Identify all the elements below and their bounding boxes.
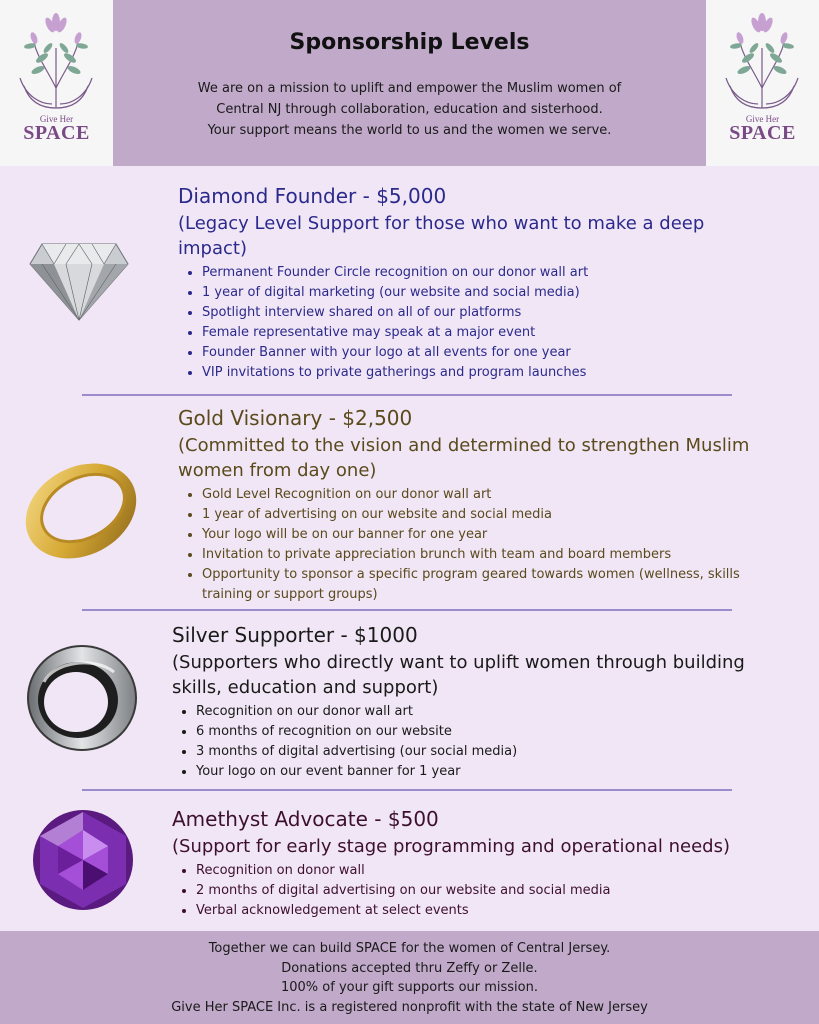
logo-small-text: Give Her — [745, 114, 780, 124]
amethyst-gem-icon — [30, 808, 136, 912]
tier-text — [178, 405, 778, 605]
mission-line: Central NJ through collaboration, education and sisterhood. — [216, 102, 603, 117]
silver-ring-icon — [24, 642, 140, 754]
benefit-item: • 3 months of digital advertising (our social media) — [196, 742, 792, 762]
logo-small-text: Give Her — [39, 114, 74, 124]
benefit-item: • 2 months of digital advertising on our website and social media — [196, 881, 792, 901]
benefit-item: • Spotlight interview shared on all of our platforms — [202, 303, 778, 323]
footer-line: Together we can build SPACE for the women of Central Jersey. — [208, 941, 611, 956]
logo-right — [706, 0, 819, 166]
diamond-icon — [28, 236, 130, 322]
tier-text — [172, 806, 792, 921]
benefit-item: • 1 year of advertising on our website and social media — [202, 505, 778, 525]
tier-name: Diamond Founder - $5,000 — [178, 184, 447, 208]
mission-line: Your support means the world to us and the women we serve. — [207, 123, 612, 138]
lotus-hands-icon — [16, 8, 96, 116]
lotus-hands-icon — [722, 8, 802, 116]
tier-subtitle: (Legacy Level Support for those who want to make a deep impact) — [178, 213, 705, 259]
benefit-list — [178, 485, 778, 605]
benefit-item: • 1 year of digital marketing (our website and social media) — [202, 283, 778, 303]
benefit-item: • Gold Level Recognition on our donor wall art — [202, 485, 778, 505]
mission-statement — [113, 78, 706, 141]
benefit-item: • VIP invitations to private gatherings and program launches — [202, 363, 778, 383]
tier-subtitle: (Support for early stage programming and operational needs) — [172, 836, 731, 857]
gold-ring-icon — [16, 456, 146, 566]
benefit-list — [178, 263, 778, 383]
tier-name: Silver Supporter - $1000 — [172, 623, 418, 647]
footer-banner — [0, 931, 819, 1024]
benefit-item: • Recognition on donor wall — [196, 861, 792, 881]
tier-name: Amethyst Advocate - $500 — [172, 807, 439, 831]
tier-text — [178, 183, 778, 383]
benefit-item: • Founder Banner with your logo at all events for one year — [202, 343, 778, 363]
page-title: Sponsorship Levels — [289, 30, 530, 55]
divider — [82, 609, 732, 611]
benefit-item: • 6 months of recognition on our website — [196, 722, 792, 742]
benefit-list — [172, 861, 792, 921]
tier-text — [172, 622, 792, 782]
header-banner — [0, 0, 819, 166]
benefit-item: • Opportunity to sponsor a specific program geared towards women (wellness, skills training or support groups) — [202, 565, 778, 605]
mission-line: We are on a mission to uplift and empower the Muslim women of — [197, 81, 622, 96]
divider — [82, 789, 732, 791]
footer-line: Donations accepted thru Zeffy or Zelle. — [281, 960, 538, 976]
tier-name: Gold Visionary - $2,500 — [178, 406, 413, 430]
benefit-list — [172, 702, 792, 782]
benefit-item: • Your logo on our event banner for 1 year — [196, 762, 792, 782]
logo-big-text: SPACE — [23, 122, 90, 144]
tier-subtitle: (Committed to the vision and determined to strengthen Muslim women from day one) — [178, 435, 750, 481]
logo-big-text: SPACE — [729, 122, 796, 144]
tier-subtitle: (Supporters who directly want to uplift women through building skills, education and support) — [172, 652, 745, 698]
footer-text — [0, 939, 819, 1017]
divider — [82, 394, 732, 396]
footer-line: 100% of your gift supports our mission. — [280, 980, 538, 995]
benefit-item: • Your logo will be on our banner for one year — [202, 525, 778, 545]
benefit-item: • Female representative may speak at a major event — [202, 323, 778, 343]
benefit-item: • Verbal acknowledgement at select events — [196, 901, 792, 921]
benefit-item: • Permanent Founder Circle recognition on our donor wall art — [202, 263, 778, 283]
benefit-item: • Invitation to private appreciation brunch with team and board members — [202, 545, 778, 565]
footer-line: Give Her SPACE Inc. is a registered nonprofit with the state of New Jersey — [171, 999, 648, 1015]
benefit-item: • Recognition on our donor wall art — [196, 702, 792, 722]
logo-left — [0, 0, 113, 166]
